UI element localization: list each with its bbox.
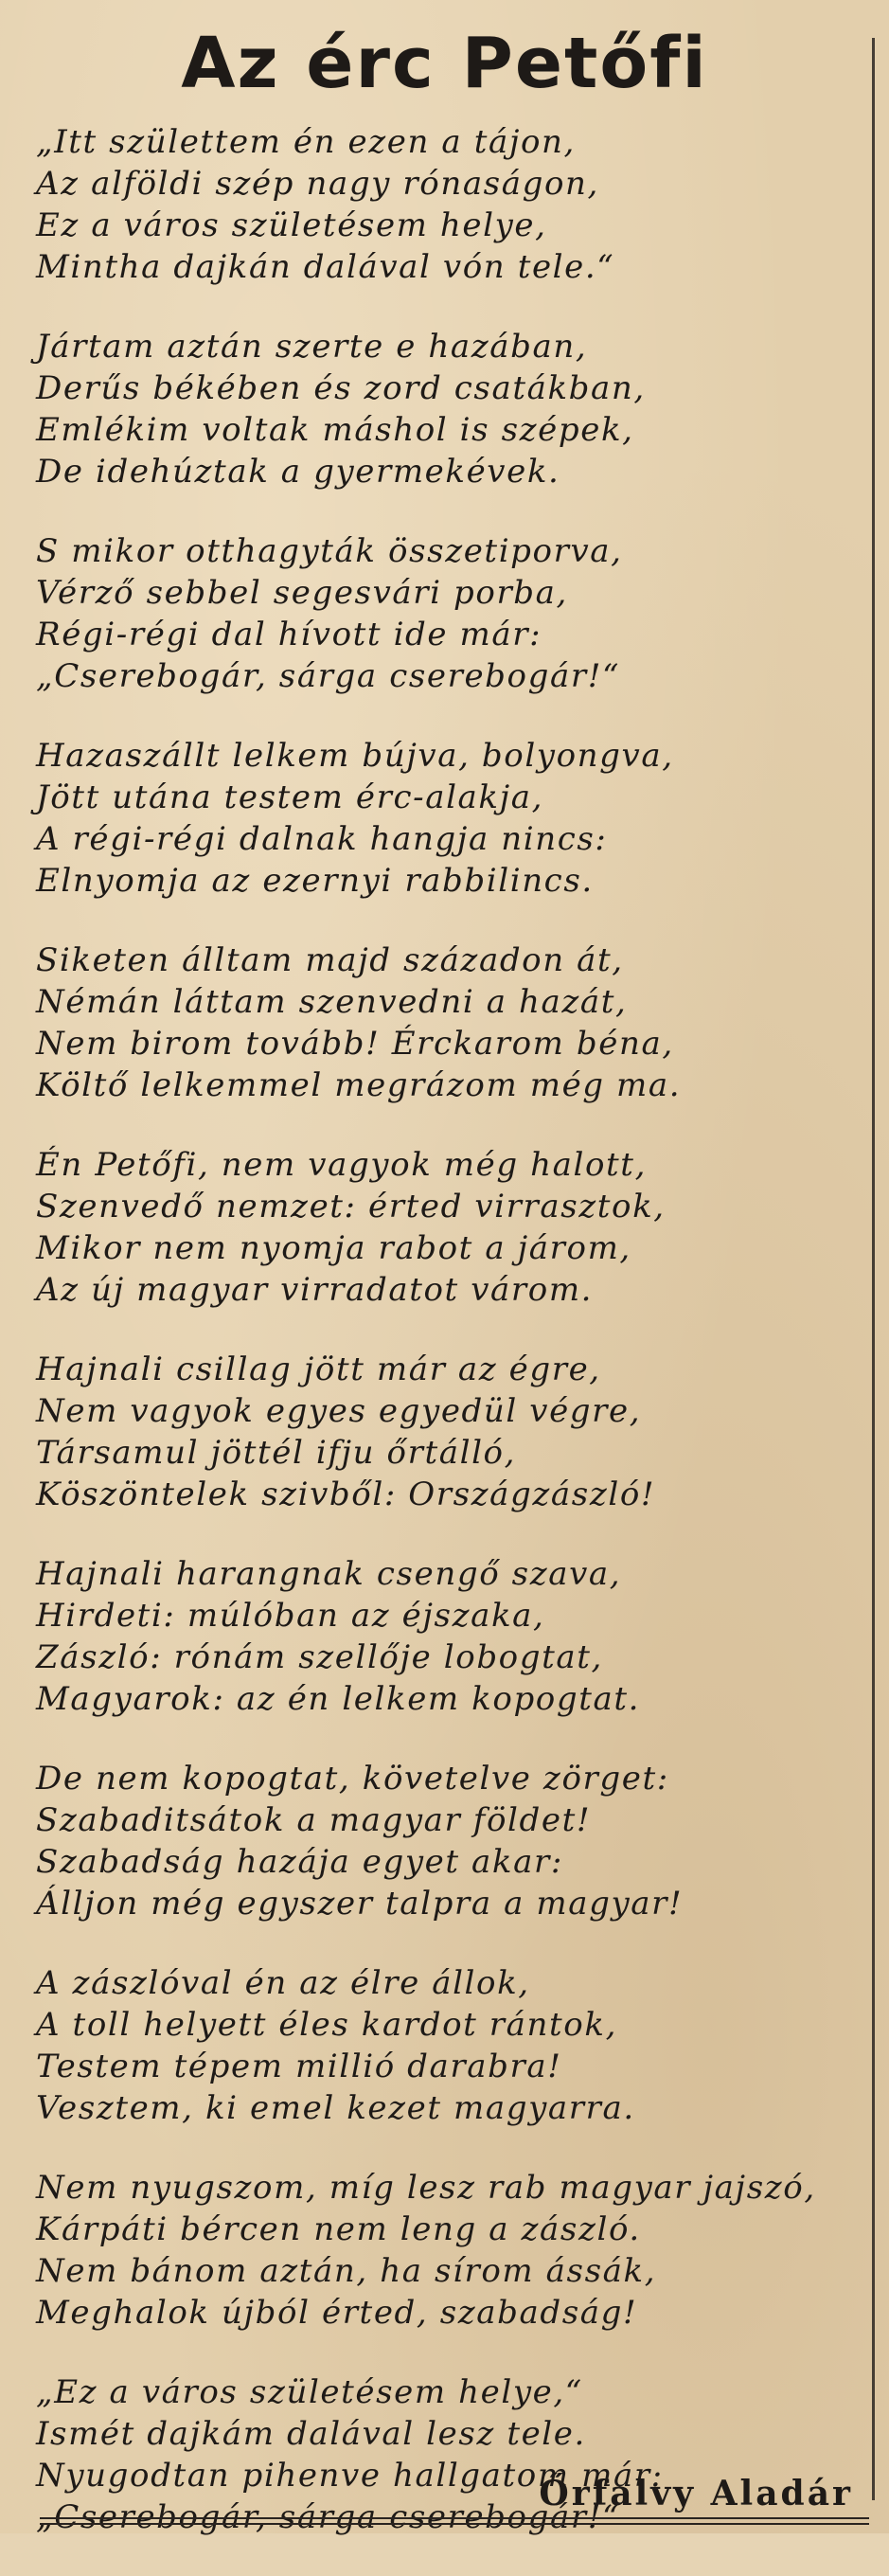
poem-line: Az alföldi szép nagy rónaságon, [36,165,599,203]
poem-line: Az új magyar virradatot várom. [36,1271,594,1309]
column-divider [872,38,875,2500]
poem-line: Vesztem, ki emel kezet magyarra. [36,2089,635,2127]
poem-line: Hirdeti: múlóban az éjszaka, [36,1597,545,1635]
poem-line: Némán láttam szenvedni a hazát, [36,983,628,1021]
poem-line: Mikor nem nyomja rabot a járom, [36,1229,631,1267]
poem-line: Testem tépem millió darabra! [36,2048,562,2085]
poem-line: Meghalok újból érted, szabadság! [36,2294,638,2332]
poem-line: Nem nyugszom, míg lesz rab magyar jajszó, [36,2169,816,2207]
stanza-10 [36,1962,860,2129]
poem-line: Szenvedő nemzet: érted virrasztok, [36,1188,666,1225]
poem-line: Vérző sebbel segesvári porba, [36,574,568,612]
poem-line: Nem vagyok egyes egyedül végre, [36,1392,642,1430]
stanza-8 [36,1553,860,1720]
poem-line: S mikor otthagyták összetiporva, [36,532,623,570]
poem-line: Költő lelkemmel megrázom még ma. [36,1066,682,1104]
poem-line: Szabaditsátok a magyar földet! [36,1801,592,1839]
poem-line: Nyugodtan pihenve hallgatom már: [36,2457,664,2495]
poem-line: Álljon még egyszer talpra a magyar! [36,1885,684,1923]
poem-line: „Itt születtem én ezen a tájon, [36,123,576,161]
poem-line: Siketen álltam majd századon át, [36,941,624,979]
poem-line: Zászló: rónám szellője lobogtat, [36,1638,603,1676]
poem-line: Emlékim voltak máshol is szépek, [36,411,634,449]
bottom-double-rule [40,2517,869,2525]
poem-line: „Cserebogár, sárga cserebogár!“ [36,657,620,695]
poem-line: Kárpáti bércen nem leng a zászló. [36,2210,641,2248]
poem-line: A zászlóval én az élre állok, [36,1964,530,2002]
poem-line: De idehúztak a gyermekévek. [36,453,560,491]
poem-line: Jártam aztán szerte e hazában, [36,328,588,366]
poem-line: Hajnali harangnak csengő szava, [36,1555,622,1593]
stanza-5 [36,939,860,1106]
stanza-9 [36,1758,860,1924]
poem-line: Magyarok: az én lelkem kopogtat. [36,1680,641,1718]
poem-line: Elnyomja az ezernyi rabbilincs. [36,862,594,900]
poem-body [36,121,860,2576]
poem-line: Társamul jöttél ifju őrtálló, [36,1434,517,1472]
poem-line: A toll helyett éles kardot rántok, [36,2006,617,2044]
poem-line: A régi-régi dalnak hangja nincs: [36,820,608,858]
poem-line: Derűs békében és zord csatákban, [36,369,646,407]
poem-line: Szabadság hazája egyet akar: [36,1843,563,1881]
stanza-2 [36,326,860,492]
poem-line: Köszöntelek szivből: Országzászló! [36,1476,656,1513]
stanza-7 [36,1349,860,1515]
poem-line: Mintha dajkán dalával vón tele.“ [36,248,615,286]
poem-line: De nem kopogtat, követelve zörget: [36,1760,669,1798]
poem-line: Jött utána testem érc-alakja, [36,778,544,816]
poem-line: Ismét dajkám dalával lesz tele. [36,2415,586,2453]
stanza-11 [36,2167,860,2334]
poem-line: Én Petőfi, nem vagyok még halott, [36,1146,647,1184]
poem-line: Hazaszállt lelkem bújva, bolyongva, [36,737,674,775]
poem-author: Őrfalvy Aladár [539,2474,853,2513]
poem-line: Nem birom tovább! Érckarom béna, [36,1025,674,1063]
poem-line: „Cserebogár, sárga cserebogár!“ [36,2498,620,2536]
stanza-1 [36,121,860,288]
poem-line: Régi-régi dal hívott ide már: [36,616,542,653]
stanza-6 [36,1144,860,1311]
stanza-3 [36,530,860,697]
poem-line: Nem bánom aztán, ha sírom ássák, [36,2252,657,2290]
poem-line: „Ez a város születésem helye,“ [36,2373,583,2411]
poem-line: Hajnali csillag jött már az égre, [36,1351,601,1388]
poem-title: Az érc Petőfi [181,23,708,104]
poem-line: Ez a város születésem helye, [36,206,547,244]
stanza-4 [36,735,860,902]
